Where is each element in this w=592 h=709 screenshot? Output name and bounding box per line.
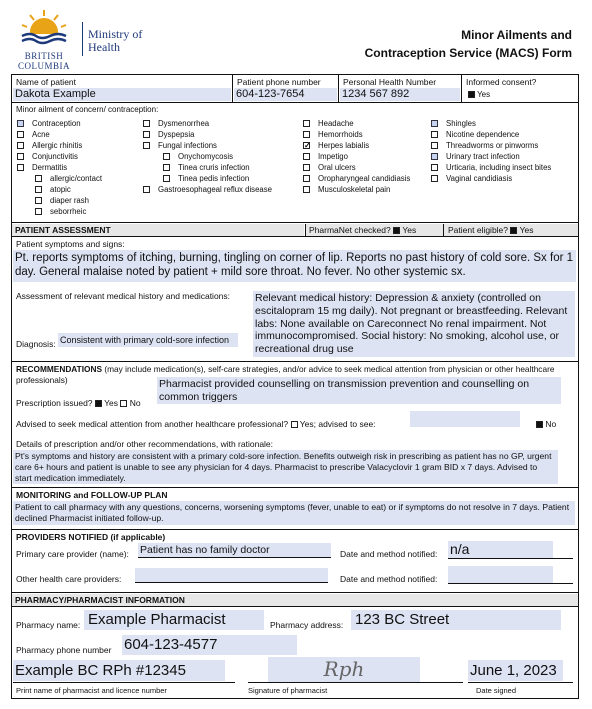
pharmanet-checked[interactable] <box>305 224 443 236</box>
prescription-issued <box>16 398 141 408</box>
checkbox-icon <box>303 186 310 193</box>
advised-no[interactable] <box>536 419 556 429</box>
option-label: Oropharyngeal candidiasis <box>318 174 411 183</box>
option-label: Acne <box>32 130 50 139</box>
diagnosis-label: Diagnosis: <box>16 339 56 349</box>
checkbox-icon <box>163 153 170 160</box>
checkbox-icon <box>143 186 150 193</box>
inline-label: Yes; advised to see: <box>299 419 376 429</box>
ailment-urticaria[interactable] <box>431 163 551 172</box>
other-date-field[interactable] <box>448 566 553 583</box>
option-label: Tinea cruris infection <box>178 163 250 172</box>
patient-name-field[interactable]: Dakota Example <box>13 88 231 101</box>
option-label: Urticaria, including insect bites <box>446 163 552 172</box>
checkbox-icon <box>431 164 438 171</box>
inline-label: Prescription issued? <box>16 398 93 408</box>
print-name-label: Print name of pharmacist and licence number <box>16 686 167 695</box>
ministry-name <box>88 28 142 54</box>
ailment-tinea-cruris[interactable] <box>163 163 250 172</box>
inline-label: Yes <box>104 398 119 408</box>
option-label: Hemorrhoids <box>318 130 363 139</box>
option-label: Herpes labialis <box>318 141 370 150</box>
option-label: diaper rash <box>50 196 90 205</box>
inline-label: Patient eligible? <box>448 225 509 235</box>
option-label: Gastroesophageal reflux disease <box>158 185 272 194</box>
checkbox-icon <box>303 153 310 160</box>
pharmacy-phone-field[interactable]: 604-123-4577 <box>122 635 297 655</box>
bc-wordmark-2: COLUMBIA <box>17 61 70 71</box>
checkbox-icon <box>35 175 42 182</box>
signature-field[interactable]: Rph <box>268 657 420 682</box>
option-label: Tinea pedis infection <box>178 174 250 183</box>
consent-check-icon <box>468 91 475 98</box>
pharmanet-check-icon <box>393 227 400 234</box>
ailment-dermatitis[interactable] <box>17 163 67 172</box>
option-label: Headache <box>318 119 354 128</box>
option-label: Allergic rhinitis <box>32 141 83 150</box>
inline-label: Yes <box>519 225 534 235</box>
ailment-uti[interactable] <box>431 152 520 161</box>
ailment-shingles[interactable] <box>431 119 476 128</box>
logo-divider <box>82 22 83 56</box>
signature-label: Signature of pharmacist <box>248 686 328 695</box>
option-label: Nicotine dependence <box>446 130 520 139</box>
history-field[interactable]: Relevant medical history: Depression & anxiety (controlled on escitalopram 15 mg daily). Not pregnant or breastfeeding. Relevant labs: None available on Careconnect No renal impairment. Not immunocompromised. Social history: No smoking, alcohol use, or recreational drug use <box>253 291 575 357</box>
pharmacy-name-field[interactable]: Example Pharmacist <box>84 610 264 630</box>
option-label: Oral ulcers <box>318 163 356 172</box>
checkbox-icon <box>17 153 24 160</box>
ailments-label: Minor ailment of concern/ contraception: <box>16 105 159 114</box>
ailment-contraception[interactable] <box>17 119 81 128</box>
pharmacist-name-field[interactable]: Example BC RPh #12345 <box>13 660 225 681</box>
phn-label: Personal Health Number <box>343 77 437 87</box>
checkbox-icon <box>431 175 438 182</box>
consent-yes-text: Yes <box>477 90 491 99</box>
ailment-headache[interactable] <box>303 119 354 128</box>
date-signed-label: Date signed <box>476 686 517 695</box>
title-line2: Contraception Service (MACS) Form <box>364 46 572 60</box>
symptoms-label: Patient symptoms and signs: <box>16 239 125 249</box>
inline-label: (may include medication(s), self-care strategies, and/or advice to seek medical attention from physician or other healthcare professionals) <box>16 364 555 385</box>
checkbox-icon <box>431 142 438 149</box>
ailment-tinea-pedis[interactable] <box>163 174 249 183</box>
ailment-diaper-rash[interactable] <box>35 196 89 205</box>
details-field[interactable]: Pt's symptoms and history are consistent with a primary cold-sore infection. Benefits outweigh risk in prescribing as patient has no GP, urgent care 6+ hours and patient is unable to see any physician for 4 days. Pharmacist to prescribe Valacyclovir 1 gram BID x 7 days. Advised to start medication immediately. <box>13 450 558 484</box>
checkbox-icon <box>303 175 310 182</box>
ailment-nicotine-dependence[interactable] <box>431 130 519 139</box>
checkbox-icon <box>17 142 24 149</box>
option-label: Dermatitis <box>32 163 68 172</box>
checkbox-icon <box>17 131 24 138</box>
symptoms-field[interactable]: Pt. reports symptoms of itching, burning, tingling on corner of lip. Reports no past history of cold sore. Sx for 1 day. General malaise noted by patient + mild sore throat. No fever. No other systemic sx. <box>13 250 576 282</box>
checkbox-icon <box>17 164 24 171</box>
form-title <box>365 26 572 62</box>
ailment-oral-ulcers[interactable] <box>303 163 356 172</box>
ailment-seborrheic[interactable] <box>35 207 86 216</box>
ailment-dyspepsia[interactable] <box>143 130 194 139</box>
assessment-header: PATIENT ASSESSMENT <box>12 224 304 236</box>
inline-label: No <box>129 398 141 408</box>
checkbox-icon <box>17 120 24 127</box>
advised-yes-checkbox[interactable] <box>291 421 298 428</box>
patient-eligible[interactable] <box>443 224 578 236</box>
ailment-vaginal-candidiasis[interactable] <box>431 174 512 183</box>
option-label: Fungal infections <box>158 141 217 150</box>
ministry-line2: Health <box>88 40 120 54</box>
primary-date-label: Date and method notified: <box>340 549 438 559</box>
advised-no-check-icon <box>536 421 543 428</box>
title-line1: Minor Ailments and <box>461 28 572 42</box>
option-label: Contraception <box>32 119 81 128</box>
ailment-acne[interactable] <box>17 130 50 139</box>
checkbox-icon <box>143 120 150 127</box>
pharmacy-name-label: Pharmacy name: <box>16 620 81 630</box>
consent-checkbox[interactable] <box>468 90 490 99</box>
ailment-threadworms[interactable] <box>431 141 538 150</box>
inline-label: No <box>545 419 557 429</box>
other-providers-label: Other health care providers: <box>16 574 122 584</box>
bc-logo <box>14 6 74 71</box>
bc-wordmark-1: BRITISH <box>24 51 64 61</box>
ailment-herpes-labialis[interactable] <box>303 141 369 150</box>
option-label: allergic/contact <box>50 174 103 183</box>
option-label: Threadworms or pinworms <box>446 141 539 150</box>
pharmacy-phone-label: Pharmacy phone number <box>16 645 112 655</box>
checkbox-icon <box>303 131 310 138</box>
bc-sun-icon <box>14 6 74 46</box>
other-providers-field[interactable] <box>135 568 328 583</box>
option-label: Onychomycosis <box>178 152 234 161</box>
diagnosis-field[interactable]: Consistent with primary cold-sore infection <box>58 333 238 347</box>
other-date-label: Date and method notified: <box>340 574 438 584</box>
ailment-onychomycosis[interactable] <box>163 152 233 161</box>
ailment-atopic[interactable] <box>35 185 71 194</box>
ailment-allergic-rhinitis[interactable] <box>17 141 82 150</box>
primary-provider-field[interactable]: Patient has no family doctor <box>138 543 331 558</box>
details-label: Details of prescription and/or other recommendations, with rationale: <box>16 439 274 449</box>
option-label: Shingles <box>446 119 476 128</box>
prescription-yes-checkbox[interactable] <box>95 400 102 407</box>
ailment-fungal-infections[interactable] <box>143 141 217 150</box>
ailment-oropharyngeal-candidiasis[interactable] <box>303 174 410 183</box>
checkbox-icon <box>303 164 310 171</box>
primary-provider-label: Primary care provider (name): <box>16 549 129 559</box>
patient-phone-label: Patient phone number <box>237 77 321 87</box>
inline-label: PharmaNet checked? <box>309 225 391 235</box>
recommendation-field[interactable]: Pharmacist provided counselling on transmission prevention and counselling on common triggers <box>157 377 561 404</box>
ailment-dysmenorrhea[interactable] <box>143 119 209 128</box>
checkmark-icon: ✓ <box>304 141 311 151</box>
inline-label: Yes <box>402 225 417 235</box>
checkbox-icon <box>303 120 310 127</box>
history-label: Assessment of relevant medical history and medications: <box>16 291 231 301</box>
patient-name-label: Name of patient <box>16 77 77 87</box>
ministry-line1: Ministry of <box>88 27 143 41</box>
option-label: Conjunctivitis <box>32 152 78 161</box>
date-signed-field[interactable]: June 1, 2023 <box>468 660 563 681</box>
phn-field[interactable]: 1234 567 892 <box>340 88 460 101</box>
ailment-gerd[interactable] <box>143 185 272 194</box>
checkbox-icon <box>143 142 150 149</box>
pharmacy-header: PHARMACY/PHARMACIST INFORMATION <box>12 594 578 606</box>
checkbox-icon <box>431 153 438 160</box>
ailment-conjunctivitis[interactable] <box>17 152 78 161</box>
ailment-impetigo[interactable] <box>303 152 348 161</box>
checkbox-icon <box>163 175 170 182</box>
ailment-musculoskeletal-pain[interactable] <box>303 185 390 194</box>
ailment-allergic-contact[interactable] <box>35 174 102 183</box>
checkbox-icon <box>143 131 150 138</box>
option-label: Vaginal candidiasis <box>446 174 513 183</box>
ailment-hemorrhoids[interactable] <box>303 130 363 139</box>
inline-label: Advised to seek medical attention from another healthcare professional? <box>16 419 289 429</box>
checkbox-icon <box>35 208 42 215</box>
checkbox-icon <box>431 120 438 127</box>
providers-header: PROVIDERS NOTIFIED (if applicable) <box>16 532 166 542</box>
pharmacy-address-field[interactable]: 123 BC Street <box>351 610 561 630</box>
checkbox-icon <box>163 164 170 171</box>
option-label: Dyspepsia <box>158 130 195 139</box>
monitoring-header: MONITORING and FOLLOW-UP PLAN <box>16 490 168 500</box>
monitoring-field[interactable]: Patient to call pharmacy with any questions, concerns, worsening symptoms (fever, unable to eat) or if symptoms do not resolve in 7 days. Patient declined Pharmacist initiated follow-up. <box>13 501 575 525</box>
prescription-no-checkbox[interactable] <box>120 400 127 407</box>
option-label: Musculoskeletal pain <box>318 185 391 194</box>
advised-row <box>16 419 376 429</box>
advised-see-field[interactable] <box>410 411 520 427</box>
option-label: seborrheic <box>50 207 87 216</box>
option-label: atopic <box>50 185 71 194</box>
eligible-check-icon <box>510 227 517 234</box>
primary-date-field[interactable]: n/a <box>448 541 553 558</box>
checkbox-icon <box>35 197 42 204</box>
option-label: Impetigo <box>318 152 348 161</box>
consent-label: Informed consent? <box>466 77 537 87</box>
option-label: Dysmenorrhea <box>158 119 210 128</box>
option-label: Urinary tract infection <box>446 152 520 161</box>
checkbox-icon <box>35 186 42 193</box>
patient-phone-field[interactable]: 604-123-7654 <box>234 88 337 101</box>
recommendations-header: RECOMMENDATIONS (may include medication(s), self-care strategies, and/or advice to seek medical attention from physician or other healthcare professionals) <box>16 364 555 385</box>
pharmacy-address-label: Pharmacy address: <box>270 620 344 630</box>
checkbox-icon <box>431 131 438 138</box>
